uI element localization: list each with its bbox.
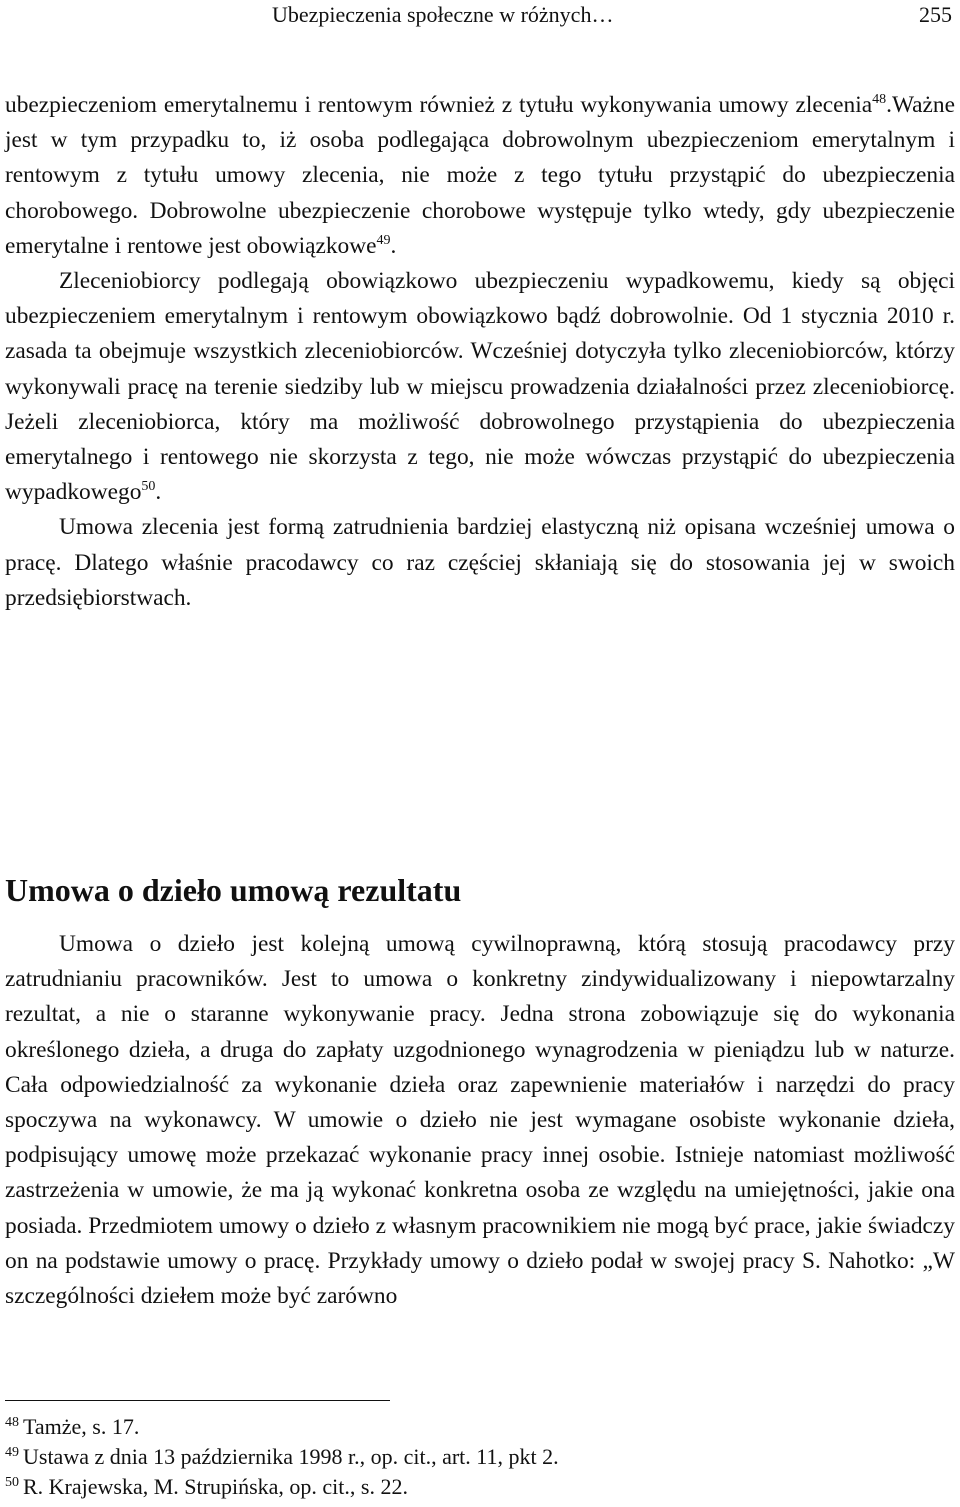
page-number: 255 <box>919 2 952 27</box>
section-dzielo-text <box>5 927 955 1314</box>
footnote-49 <box>5 1442 945 1472</box>
footnote-text: R. Krajewska, M. Strupińska, op. cit., s. 22. <box>23 1474 408 1499</box>
footnote-number: 48 <box>5 1414 19 1430</box>
paragraph-1 <box>5 88 955 264</box>
paragraph-2 <box>5 264 955 510</box>
paragraph-1-text-a: ubezpieczeniom emerytalnemu i rentowym również z tytułu wykonywania umowy zlecenia <box>5 92 873 118</box>
footnote-number: 49 <box>5 1444 19 1460</box>
paragraph-2-text-a: Zleceniobiorcy podlegają obowiązkowo ubezpieczeniu wypadkowemu, kiedy są objęci ubezpieczeniem emerytalnym i rentowym obowiązkowo bądź dobrowolnie. Od 1 stycznia 2010 r. zasada ta obejmuje wszystkich zleceniobiorców. Wcześniej dotyczyła tylko zleceniobiorców, którzy wykonywali pracę na terenie siedziby lub w miejscu prowadzenia działalności przez zleceniobiorcę. Jeżeli zleceniobiorca, który ma możliwość dobrowolnego przystąpienia do ubezpieczenia emerytalnego i rentowego nie skorzysta z tego, nie może wówczas przystąpić do ubezpieczenia wypadkowego <box>5 268 955 506</box>
footnotes <box>5 1412 945 1502</box>
section-heading: Umowa o dzieło umową rezultatu <box>5 872 462 908</box>
footnote-ref-48[interactable]: 48 <box>872 92 887 108</box>
paragraph-4 <box>5 927 955 1314</box>
footnote-number: 50 <box>5 1474 19 1490</box>
footnote-48 <box>5 1412 945 1442</box>
paragraph-4-text: Umowa o dzieło jest kolejną umową cywilnoprawną, którą stosują pracodawcy przy zatrudnianiu pracowników. Jest to umowa o konkretny zindywidualizowany i niepowtarzalny rezultat, a nie o staranne wykonywanie pracy. Jedna strona zobowiązuje się do wykonania określonego dzieła, a druga do zapłaty uzgodnionego wynagrodzenia w pieniądzu lub w naturze. Cała odpowiedzialność za wykonanie dzieła oraz zapewnienie materiałów i narzędzi do pracy spoczywa na wykonawcy. W umowie o dzieło nie jest wymagane osobiste wykonanie dzieła, podpisujący umowę może przekazać wykonanie pracy innej osobie. Istnieje natomiast możliwość zastrzeżenia w umowie, że ma ją wykonać konkretna osoba ze względu na umiejętności, jakie ona posiada. Przedmiotem umowy o dzieło z własnym pracownikiem nie mogą być prace, jakie świadczy on na podstawie umowy o pracę. Przykłady umowy o dzieło podał w swojej pracy S. Nahotko: „W szczególności dziełem może być zarówno <box>5 931 955 1310</box>
running-title: Ubezpieczenia społeczne w różnych… <box>272 2 614 27</box>
paragraph-3-text: Umowa zlecenia jest formą zatrudnienia bardziej elastyczną niż opisana wcześniej umowa o pracę. Dlatego właśnie pracodawcy co raz częściej skłaniają się do stosowania jej w swoich przedsiębiorstwach. <box>5 514 955 611</box>
footnote-text: Tamże, s. 17. <box>23 1414 140 1439</box>
running-header <box>0 0 960 40</box>
paragraph-1-text-b: .Ważne jest w tym przypadku to, iż osoba podlegająca dobrowolnym ubezpieczeniom emerytalnym i rentowym z tytułu umowy zlecenia, nie może z tego tytułu przystąpić do ubezpieczenia chorobowego. Dobrowolne ubezpieczenie chorobowe występuje tylko wtedy, gdy ubezpieczenie emerytalne i rentowe jest obowiązkowe <box>5 92 955 259</box>
footnote-ref-50[interactable]: 50 <box>141 479 156 495</box>
paragraph-2-text-b: . <box>155 479 162 506</box>
footnote-ref-49[interactable]: 49 <box>376 233 391 249</box>
paragraph-1-text-c: . <box>390 232 397 259</box>
footnote-50 <box>5 1472 945 1502</box>
paragraph-3 <box>5 510 955 616</box>
section-zlecenie-text <box>5 88 955 616</box>
footnote-text: Ustawa z dnia 13 października 1998 r., op. cit., art. 11, pkt 2. <box>23 1444 559 1469</box>
footnote-separator <box>5 1400 390 1401</box>
